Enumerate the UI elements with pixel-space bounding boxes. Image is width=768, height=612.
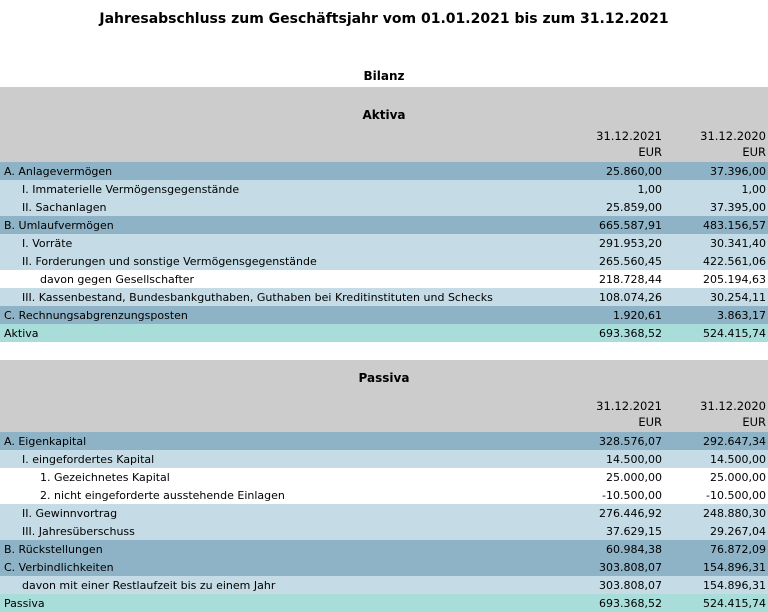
row-value-2021: 303.808,07 xyxy=(599,560,662,574)
row-value-2021: 303.808,07 xyxy=(599,578,662,592)
row-value-2020: -10.500,00 xyxy=(706,488,766,502)
passiva-row-eingefordertes-kapital xyxy=(0,450,768,468)
row-value-2021: 693.368,52 xyxy=(599,326,662,340)
row-label: A. Anlagevermögen xyxy=(4,164,113,178)
row-value-2021: 37.629,15 xyxy=(606,524,662,538)
row-label: A. Eigenkapital xyxy=(4,434,87,448)
row-value-2020: 154.896,31 xyxy=(703,560,766,574)
row-label: Passiva xyxy=(4,596,45,610)
passiva-col-2020 xyxy=(666,396,768,432)
aktiva-row-kassenbestand xyxy=(0,288,768,306)
row-value-2021: 328.576,07 xyxy=(599,434,662,448)
row-value-2021: 60.984,38 xyxy=(606,542,662,556)
row-label: C. Verbindlichkeiten xyxy=(4,560,114,574)
aktiva-row-forderungen xyxy=(0,252,768,270)
aktiva-row-vorraete xyxy=(0,234,768,252)
row-value-2021: 291.953,20 xyxy=(599,236,662,250)
row-label: III. Jahresüberschuss xyxy=(22,524,135,538)
bilanz-title: Bilanz xyxy=(363,69,405,83)
row-label: 1. Gezeichnetes Kapital xyxy=(40,470,170,484)
passiva-row-jahresueberschuss xyxy=(0,522,768,540)
row-value-2020: 1,00 xyxy=(741,182,766,196)
row-value-2020: 14.500,00 xyxy=(710,452,766,466)
passiva-col-2020-unit: EUR xyxy=(742,415,766,429)
row-value-2020: 37.396,00 xyxy=(710,164,766,178)
row-label: Aktiva xyxy=(4,326,39,340)
aktiva-row-umlaufvermoegen xyxy=(0,216,768,234)
aktiva-col-2020 xyxy=(666,126,768,162)
row-value-2021: 14.500,00 xyxy=(606,452,662,466)
passiva-row-gezeichnetes-kapital xyxy=(0,468,768,486)
section-gap xyxy=(0,342,768,360)
row-value-2020: 30.254,11 xyxy=(710,290,766,304)
row-value-2020: 483.156,57 xyxy=(703,218,766,232)
row-value-2020: 248.880,30 xyxy=(703,506,766,520)
passiva-col-2021-unit: EUR xyxy=(638,415,662,429)
row-label: C. Rechnungsabgrenzungsposten xyxy=(4,308,188,322)
row-label: I. Vorräte xyxy=(22,236,73,250)
row-value-2020: 3.863,17 xyxy=(717,308,766,322)
row-label: II. Forderungen und sonstige Vermögensgegenstände xyxy=(22,254,317,268)
passiva-heading: Passiva xyxy=(0,360,768,396)
aktiva-col-2021-unit: EUR xyxy=(638,145,662,159)
row-value-2021: 108.074,26 xyxy=(599,290,662,304)
aktiva-row-immaterielle xyxy=(0,180,768,198)
row-value-2021: 693.368,52 xyxy=(599,596,662,610)
passiva-column-header xyxy=(0,396,768,432)
row-value-2021: 276.446,92 xyxy=(599,506,662,520)
row-label: 2. nicht eingeforderte ausstehende Einlagen xyxy=(40,488,285,502)
aktiva-col-2021 xyxy=(532,126,666,162)
row-value-2021: 665.587,91 xyxy=(599,218,662,232)
passiva-row-ausstehende-einlagen xyxy=(0,486,768,504)
aktiva-row-rechnungsabgrenzung xyxy=(0,306,768,324)
row-value-2020: 30.341,40 xyxy=(710,236,766,250)
passiva-row-gewinnvortrag xyxy=(0,504,768,522)
page-title: Jahresabschluss zum Geschäftsjahr vom 01.01.2021 bis zum 31.12.2021 xyxy=(99,11,669,27)
row-value-2020: 524.415,74 xyxy=(703,326,766,340)
aktiva-row-sachanlagen xyxy=(0,198,768,216)
row-value-2021: 1.920,61 xyxy=(613,308,662,322)
passiva-table xyxy=(0,432,768,612)
passiva-row-restlaufzeit xyxy=(0,576,768,594)
row-label: II. Gewinnvortrag xyxy=(22,506,118,520)
aktiva-col-2021-date: 31.12.2021 xyxy=(596,129,662,143)
column-header-spacer xyxy=(0,396,532,432)
row-value-2020: 29.267,04 xyxy=(710,524,766,538)
passiva-row-eigenkapital xyxy=(0,432,768,450)
passiva-col-2021-date: 31.12.2021 xyxy=(596,399,662,413)
row-value-2021: 25.859,00 xyxy=(606,200,662,214)
row-value-2020: 76.872,09 xyxy=(710,542,766,556)
row-label: I. eingefordertes Kapital xyxy=(22,452,155,466)
row-value-2020: 154.896,31 xyxy=(703,578,766,592)
row-value-2020: 292.647,34 xyxy=(703,434,766,448)
row-value-2021: 25.860,00 xyxy=(606,164,662,178)
spacer xyxy=(0,38,768,65)
passiva-row-rueckstellungen xyxy=(0,540,768,558)
row-value-2021: 265.560,45 xyxy=(599,254,662,268)
aktiva-row-total xyxy=(0,324,768,342)
aktiva-col-2020-date: 31.12.2020 xyxy=(700,129,766,143)
row-value-2021: 25.000,00 xyxy=(606,470,662,484)
aktiva-column-header xyxy=(0,126,768,162)
passiva-row-verbindlichkeiten xyxy=(0,558,768,576)
passiva-col-2020-date: 31.12.2020 xyxy=(700,399,766,413)
row-value-2021: 1,00 xyxy=(637,182,662,196)
row-label: III. Kassenbestand, Bundesbankguthaben, Guthaben bei Kreditinstituten und Schecks xyxy=(22,290,493,304)
row-value-2021: -10.500,00 xyxy=(602,488,662,502)
row-label: davon gegen Gesellschafter xyxy=(40,272,195,286)
row-label: I. Immaterielle Vermögensgegenstände xyxy=(22,182,240,196)
row-value-2020: 524.415,74 xyxy=(703,596,766,610)
row-value-2020: 25.000,00 xyxy=(710,470,766,484)
row-value-2020: 422.561,06 xyxy=(703,254,766,268)
row-label: B. Rückstellungen xyxy=(4,542,103,556)
row-label: B. Umlaufvermögen xyxy=(4,218,114,232)
column-header-spacer xyxy=(0,126,532,162)
row-value-2020: 205.194,63 xyxy=(703,272,766,286)
aktiva-heading: Aktiva xyxy=(0,87,768,126)
row-label: davon mit einer Restlaufzeit bis zu einem Jahr xyxy=(22,578,276,592)
row-value-2020: 37.395,00 xyxy=(710,200,766,214)
row-value-2021: 218.728,44 xyxy=(599,272,662,286)
aktiva-row-anlagevermoegen xyxy=(0,162,768,180)
row-label: II. Sachanlagen xyxy=(22,200,107,214)
aktiva-table xyxy=(0,162,768,342)
passiva-col-2021 xyxy=(532,396,666,432)
aktiva-col-2020-unit: EUR xyxy=(742,145,766,159)
aktiva-row-davon-gesellschafter xyxy=(0,270,768,288)
